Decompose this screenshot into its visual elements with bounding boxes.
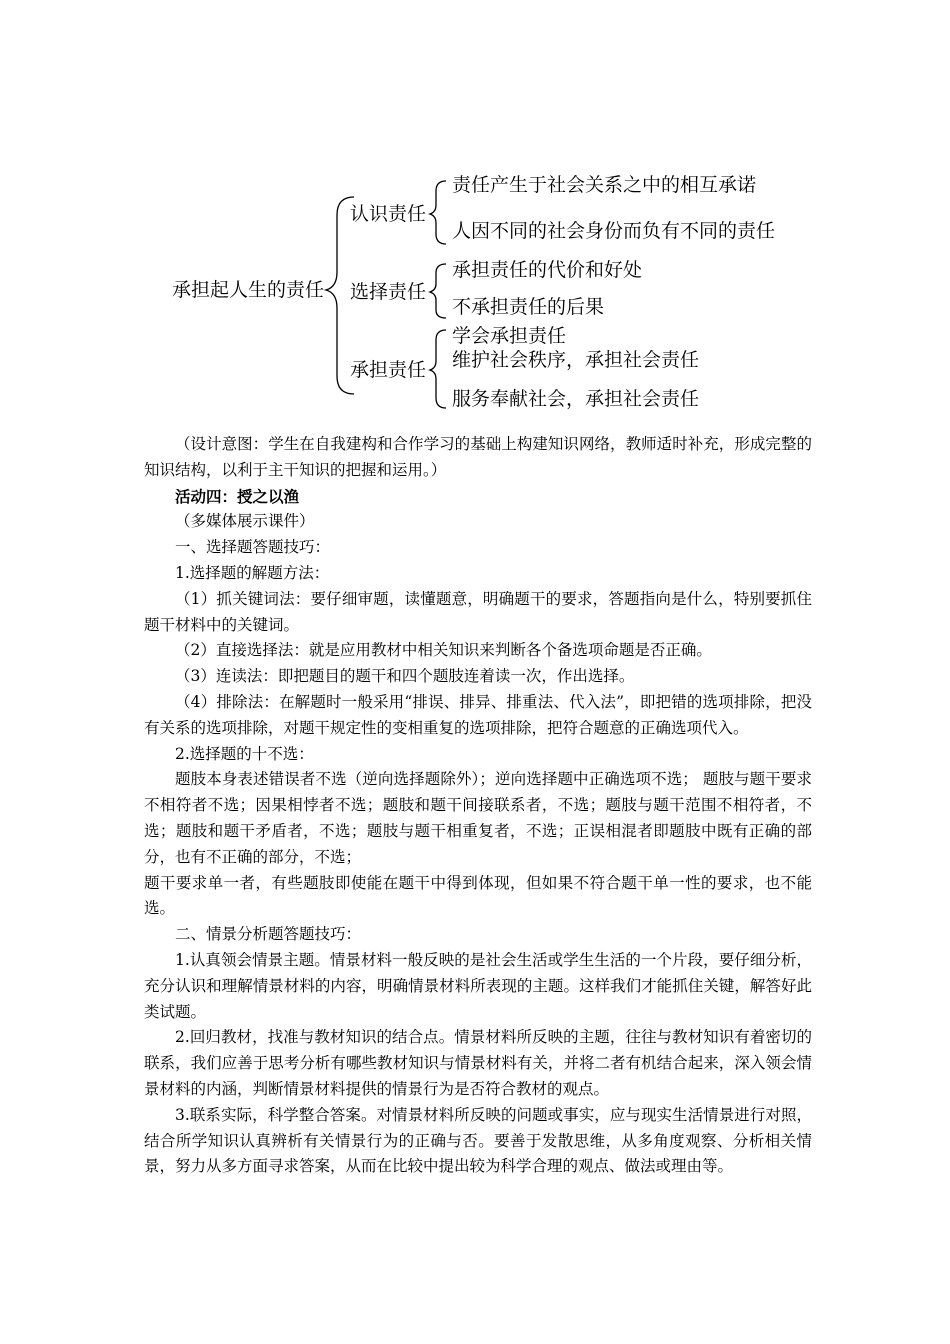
- brace-choose: [430, 264, 446, 318]
- ten-rules-paragraph: 题肢本身表述错误者不选（逆向选择题除外）；逆向选择题中正确选项不选； 题肢与题干要求不相符者不选；因果相悖者不选；题肢和题干间接联系者，不选；题肢与题干范围不相符者，不选；题肢和题干矛盾者，不选；题肢与题干相重复者，不选；正误相混者即题肢中既有正确的部分，也有不正确的部分，不选；: [144, 770, 812, 866]
- leaf-item: 人因不同的社会身份而负有不同的责任: [452, 220, 776, 242]
- section-title: 二、情景分析题答题技巧：: [175, 925, 362, 944]
- leaf-item: 责任产生于社会关系之中的相互承诺: [452, 174, 757, 196]
- method-paragraph: （1）抓关键词法：要仔细审题，读懂题意，明确题干的要求，答题指向是什么，特别要抓住题干材料中的关键词。: [144, 589, 812, 634]
- leaf-item: 承担责任的代价和好处: [452, 259, 643, 281]
- section-title: 一、选择题答题技巧：: [175, 538, 331, 557]
- ten-rules-paragraph: 题干要求单一者，有些题肢即使能在题干中得到体现，但如果不符合题干单一性的要求，也不能选。: [144, 873, 812, 918]
- branch-label-recognize: 认识责任: [350, 203, 427, 225]
- leaf-item: 服务奉献社会，承担社会责任: [452, 388, 700, 410]
- design-intent: （设计意图：学生在自我建构和合作学习的基础上构建知识网络，教师适时补充，形成完整的知识结构，以利于主干知识的把握和运用。）: [144, 435, 812, 479]
- knowledge-tree-diagram: [0, 0, 950, 430]
- method-paragraph: （3）连读法：即把题目的题干和四个题肢连着读一次，作出选择。: [175, 667, 635, 686]
- branch-label-bear: 承担责任: [350, 359, 427, 381]
- leaf-item: 维护社会秩序，承担社会责任: [452, 349, 700, 371]
- leaf-item: 不承担责任的后果: [452, 296, 605, 318]
- method-paragraph: （2）直接选择法：就是应用教材中相关知识来判断各个备选项命题是否正确。: [175, 641, 712, 660]
- branch-label-choose: 选择责任: [350, 281, 427, 303]
- root-label: 承担起人生的责任: [172, 279, 325, 301]
- subsection-title: 1.选择题的解题方法：: [175, 563, 330, 582]
- scenario-paragraph: 3.联系实际，科学整合答案。对情景材料所反映的问题或事实，应与现实生活情景进行对照，结合所学知识认真辨析有关情景行为的正确与否。要善于发散思维，从多角度观察、分析相关情景，努力从多方面寻求答案，从而在比较中提出较为科学合理的观点、做法或理由等。: [144, 1105, 812, 1176]
- leaf-item: 学会承担责任: [452, 325, 567, 347]
- document-body: [144, 432, 812, 1180]
- scenario-paragraph: 1.认真领会情景主题。情景材料一般反映的是社会生活或学生生活的一个片段，要仔细分析，充分认识和理解情景材料的内容，明确情景材料所表现的主题。这样我们才能抓住关键，解答好此类试题。: [144, 950, 812, 1021]
- multimedia-note: （多媒体展示课件）: [175, 512, 315, 531]
- brace-bear: [430, 330, 446, 408]
- subsection-title: 2.选择题的十不选：: [175, 744, 314, 763]
- scenario-paragraph: 2.回归教材，找准与教材知识的结合点。情景材料所反映的主题，往往与教材知识有着密切的联系，我们应善于思考分析有哪些教材知识与情景材料有关，并将二者有机结合起来，深入领会情景材料的内涵，判断情景材料提供的情景行为是否符合教材的观点。: [144, 1028, 812, 1098]
- method-paragraph: （4）排除法：在解题时一般采用“排误、排异、排重法、代入法”，即把错的选项排除，把没有关系的选项排除，对题干规定性的变相重复的选项排除，把符合题意的正确选项代入。: [144, 692, 812, 737]
- brace-recognize: [430, 181, 446, 244]
- activity-title: 活动四：授之以渔: [175, 486, 300, 506]
